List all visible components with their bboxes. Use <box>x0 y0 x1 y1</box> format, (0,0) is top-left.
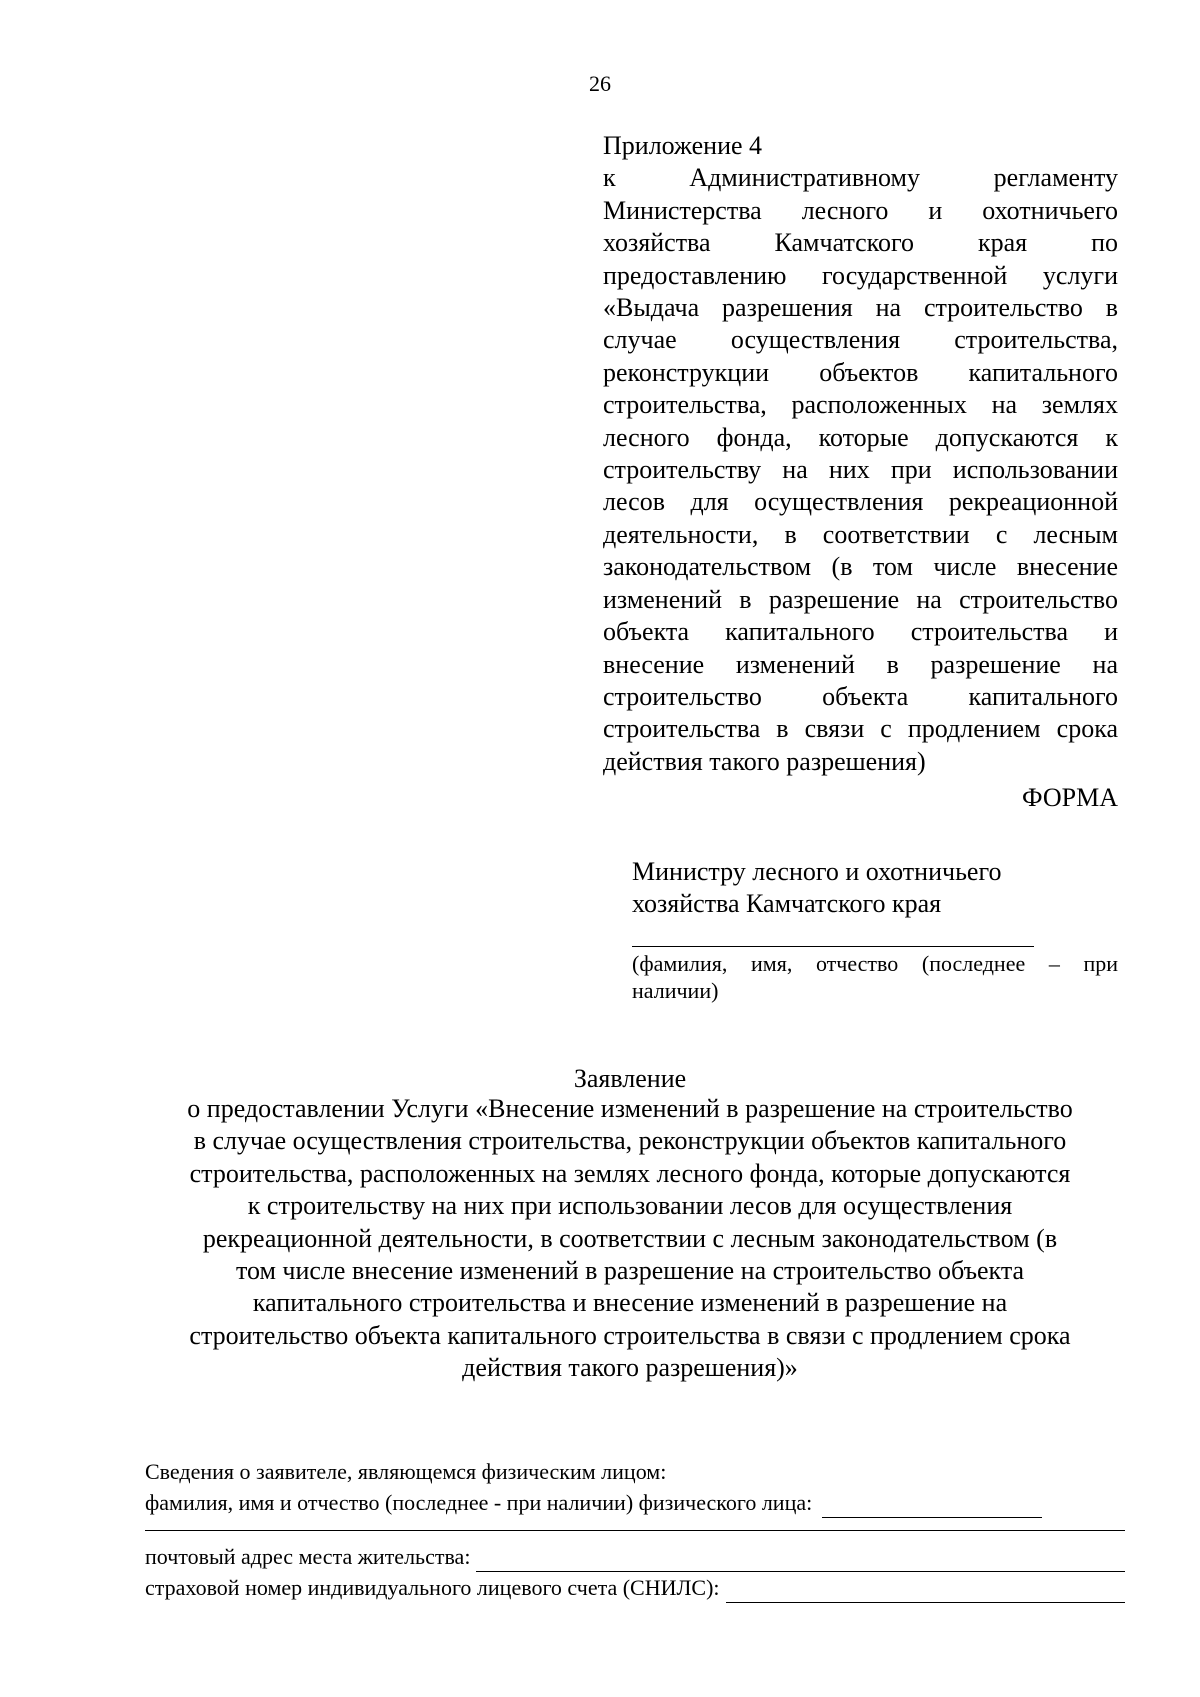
appendix-block <box>603 130 1118 815</box>
addressee-name-caption: (фамилия, имя, отчество (последнее – при наличии) <box>632 951 1118 1003</box>
addressee-line-1: Министру лесного и охотничьего <box>632 857 1002 886</box>
appendix-title: Приложение 4 <box>603 131 763 160</box>
statement-line: том числе внесение изменений в разрешение на строительство объекта <box>235 1256 1025 1286</box>
snils-label: страховой номер индивидуального лицевого счета (СНИЛС): <box>145 1575 720 1600</box>
fio-field[interactable] <box>822 1495 1042 1518</box>
addressee-line-2: хозяйства Камчатского края <box>632 889 942 919</box>
statement-line: о предоставлении Услуги «Внесение изменений в разрешение на строительство <box>187 1094 1073 1123</box>
address-label: почтовый адрес места жительства: <box>145 1544 471 1569</box>
statement-line: капитального строительства и внесение изменений в разрешение на <box>252 1288 1008 1318</box>
snils-row <box>145 1572 1125 1603</box>
statement-body <box>140 1093 1120 1385</box>
statement-line: рекреационной деятельности, в соответствии с лесным законодательством (в <box>202 1223 1058 1253</box>
fio-row <box>145 1487 1125 1518</box>
addressee-block <box>632 856 1118 921</box>
statement-line: строительства, расположенных на землях лесного фонда, которые допускаются <box>189 1158 1071 1188</box>
form-label: ФОРМА <box>1022 783 1118 813</box>
statement-line: действия такого разрешения)» <box>462 1353 798 1383</box>
fio-label: фамилия, имя и отчество (последнее - при наличии) физического лица: <box>145 1490 813 1515</box>
address-field[interactable] <box>476 1549 1125 1572</box>
statement-line: в случае осуществления строительства, реконструкции объектов капитального <box>193 1126 1067 1156</box>
applicant-section <box>145 1456 1125 1603</box>
applicant-heading: Сведения о заявителе, являющемся физическим лицом: <box>145 1459 667 1484</box>
snils-field[interactable] <box>726 1580 1125 1603</box>
fio-field-continuation[interactable] <box>145 1530 1125 1531</box>
page-number: 26 <box>589 71 611 96</box>
statement-line: строительство объекта капитального строительства в связи с продлением срока <box>189 1320 1071 1350</box>
address-row <box>145 1541 1125 1572</box>
statement-title: Заявление <box>573 1064 687 1093</box>
statement-line: к строительству на них при использовании лесов для осуществления <box>247 1191 1013 1221</box>
appendix-body: к Административному регламенту Министерства лесного и охотничьего хозяйства Камчатского края по предоставлению государственной услуги «Выдача разрешения на строительство в случае осуществления строительства, реконструкции объектов капитального строительства, расположенных на землях лесного фонда, которые допускаются к строительству на них при использовании лесов для осуществления рекреационной деятельности, в соответствии с лесным законодательством (в том числе внесение изменений в разрешение на строительство объекта капитального строительства и внесение изменений в разрешение на строительство объекта капитального строительства в связи с продлением срока действия такого разрешения) <box>603 163 1118 776</box>
addressee-name-field[interactable] <box>632 946 1034 947</box>
